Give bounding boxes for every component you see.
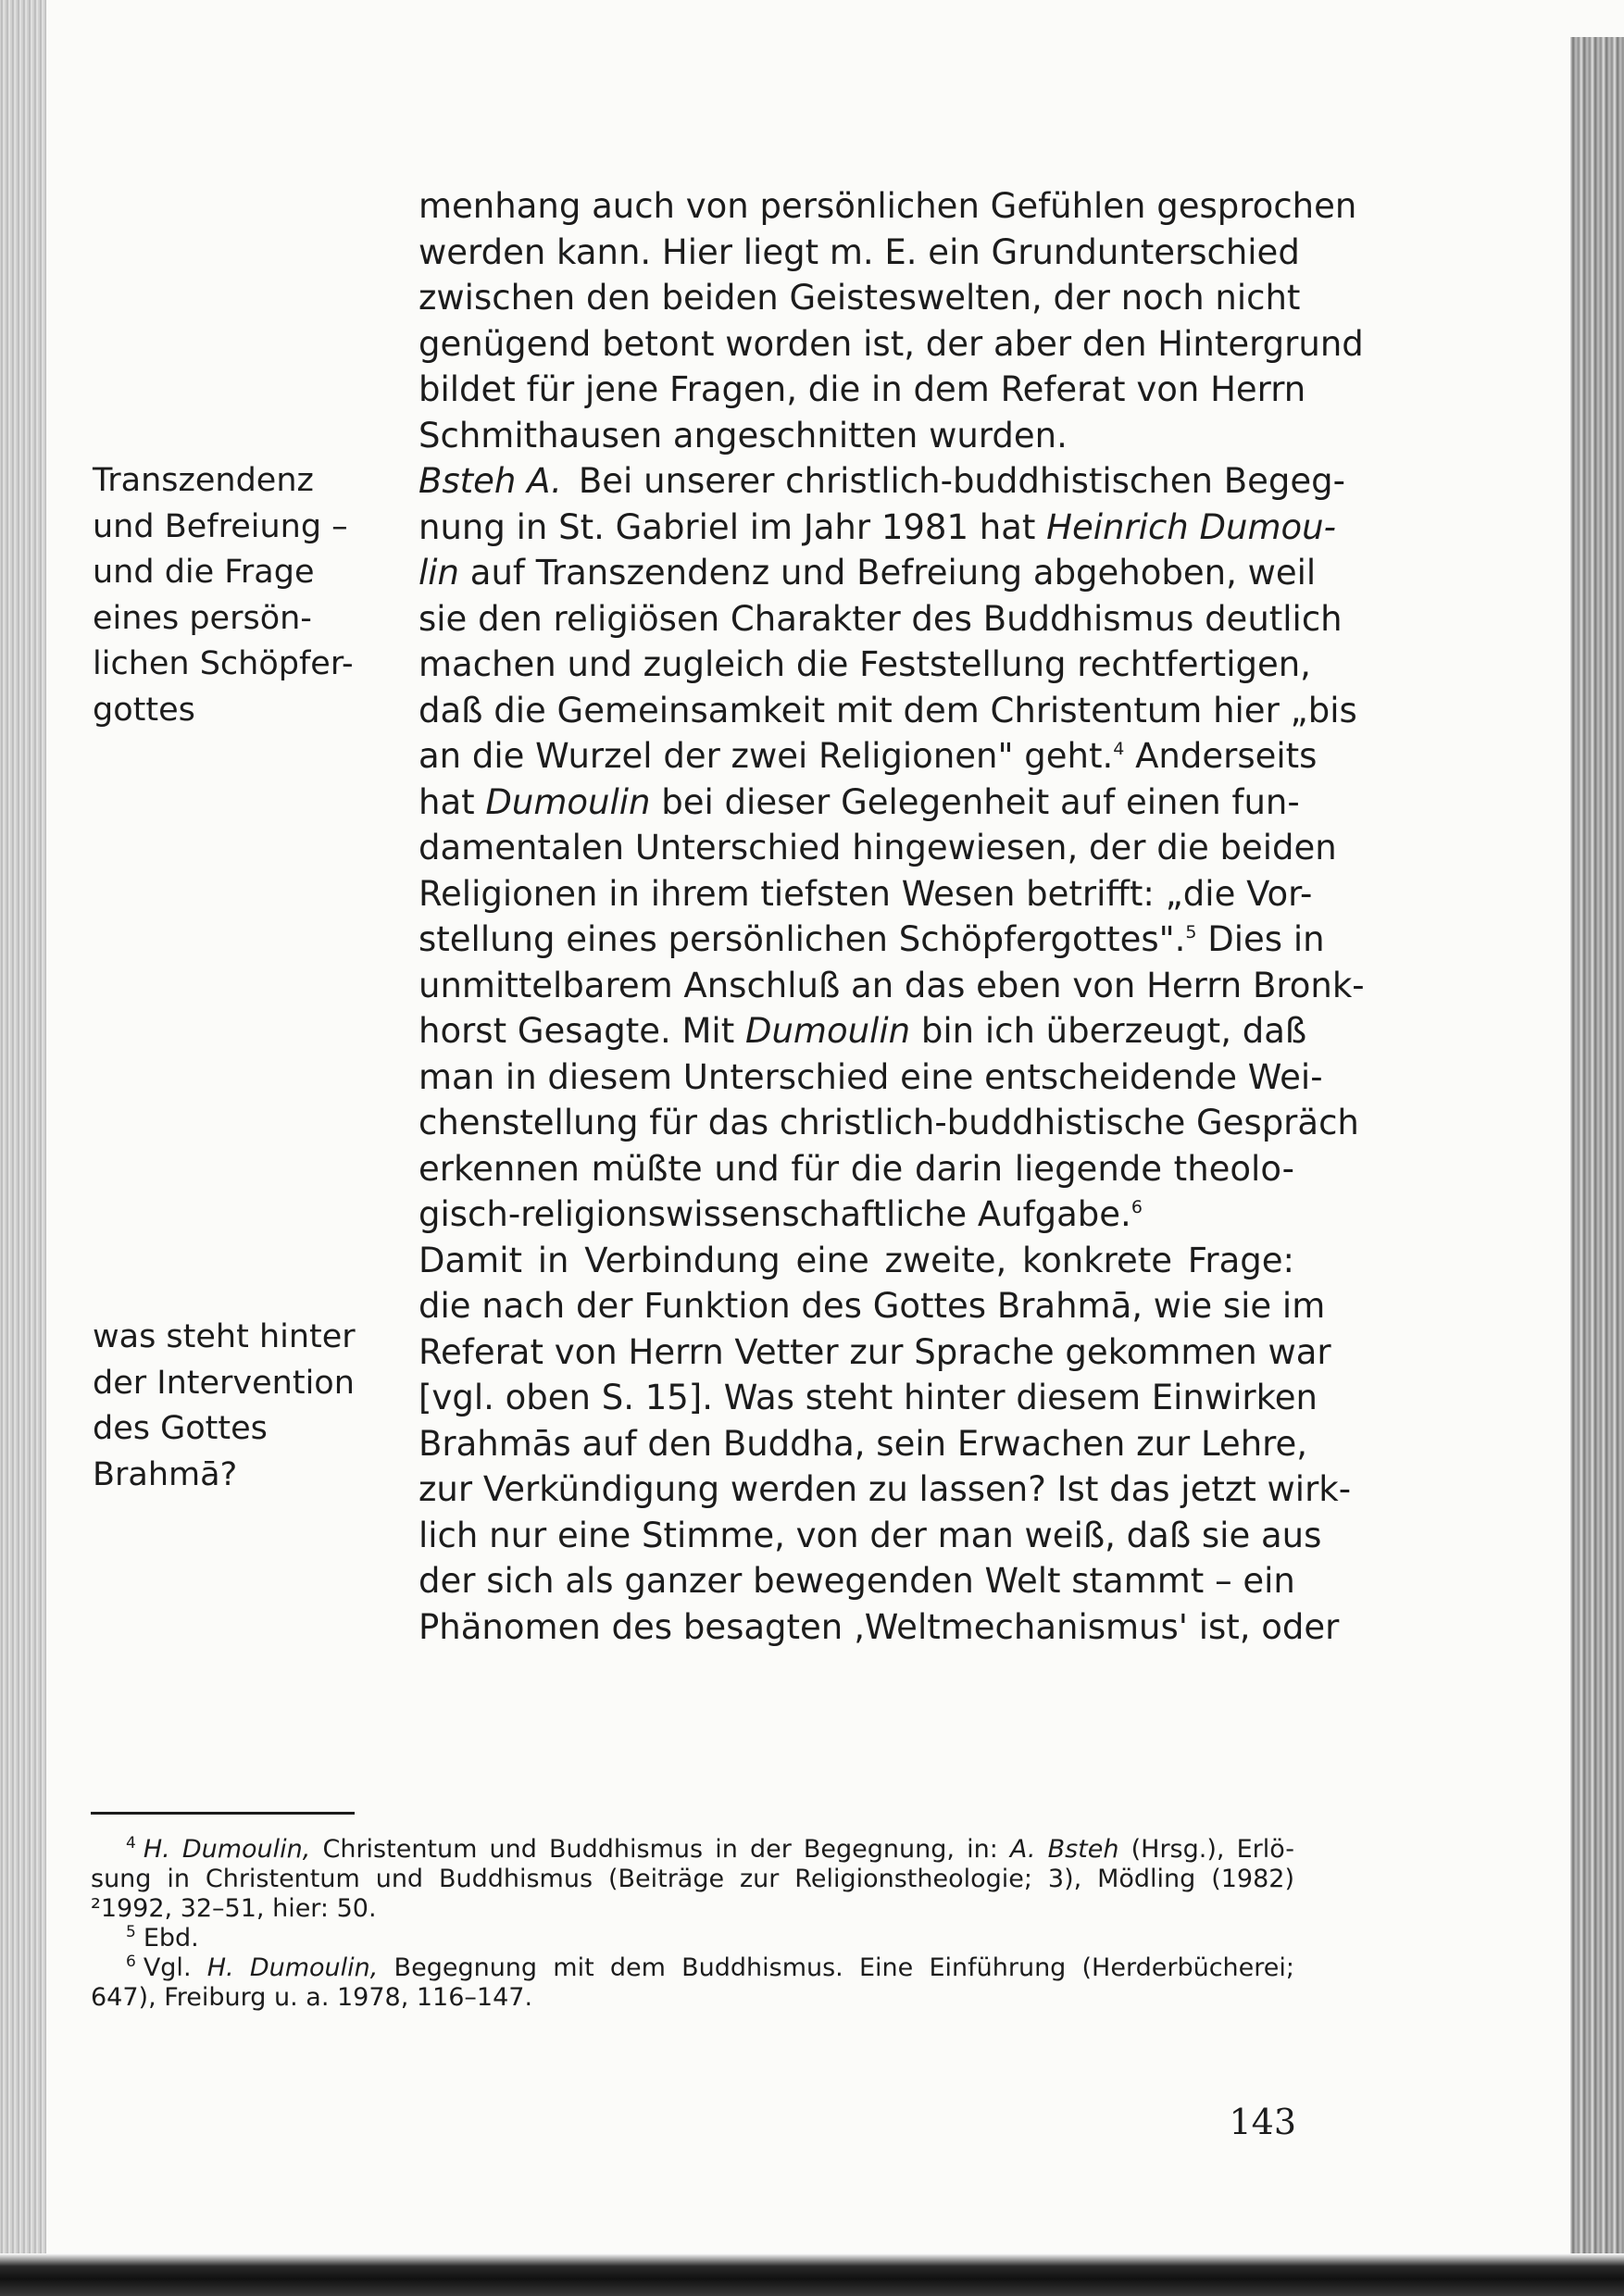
footnotes bbox=[91, 1835, 1294, 2013]
text-line: genügend betont worden ist, der aber den Hintergrund bbox=[418, 323, 1364, 364]
text-line bbox=[418, 458, 1345, 505]
author-name: lin bbox=[418, 553, 460, 593]
margin-note-line: Brahmā? bbox=[93, 1455, 238, 1493]
text-line bbox=[418, 1008, 1307, 1054]
text-line: sie den religiösen Charakter des Buddhismus deutlich bbox=[418, 598, 1343, 639]
text-segment: Christentum und Buddhismus in der Begegnung, in: bbox=[310, 1835, 1010, 1864]
footnote-number: 5 bbox=[126, 1923, 136, 1941]
text-segment: bin ich überzeugt, daß bbox=[910, 1011, 1307, 1051]
footnote-5 bbox=[91, 1924, 1294, 1953]
text-line bbox=[418, 733, 1318, 780]
text-line: daß die Gemeinsamkeit mit dem Christentum hier „bis bbox=[418, 690, 1357, 730]
text-line bbox=[418, 780, 1300, 826]
margin-note-line: und Befreiung – bbox=[93, 507, 348, 545]
margin-note-brahma bbox=[93, 1315, 370, 1498]
main-text bbox=[418, 183, 1365, 1650]
author-name: H. Dumoulin, bbox=[143, 1835, 311, 1864]
text-segment: Begegnung mit dem Buddhismus. Eine Einführung (Herderbücherei; bbox=[378, 1953, 1294, 1982]
text-segment: (Hrsg.), Erlö- bbox=[1118, 1835, 1294, 1864]
scan-shadow-bottom bbox=[0, 2253, 1624, 2296]
text-line: Religionen in ihrem tiefsten Wesen betrifft: „die Vor- bbox=[418, 873, 1313, 914]
footnote-ref[interactable]: 4 bbox=[1113, 739, 1125, 759]
footnote-line: ²1992, 32–51, hier: 50. bbox=[91, 1894, 377, 1923]
footnote-4 bbox=[91, 1835, 1294, 1865]
text-line: lich nur eine Stimme, von der man weiß, daß sie aus bbox=[418, 1515, 1322, 1555]
text-segment: Ebd. bbox=[143, 1924, 199, 1953]
margin-note-line: der Intervention bbox=[93, 1364, 355, 1402]
text-line: unmittelbarem Anschluß an das eben von Herrn Bronk- bbox=[418, 965, 1365, 1005]
text-line: zur Verkündigung werden zu lassen? Ist das jetzt wirk- bbox=[418, 1469, 1352, 1509]
scan-shadow-left bbox=[0, 0, 46, 2296]
text-line: der sich als ganzer bewegenden Welt stammt – ein bbox=[418, 1561, 1295, 1601]
text-segment: an die Wurzel der zwei Religionen" geht. bbox=[418, 736, 1114, 776]
margin-note-line: eines persön- bbox=[93, 599, 312, 637]
footnote-line: 647), Freiburg u. a. 1978, 116–147. bbox=[91, 1983, 533, 2012]
text-segment: stellung eines persönlichen Schöpfergottes". bbox=[418, 919, 1186, 959]
footnote-6 bbox=[91, 1953, 1294, 1983]
margin-note-transzendenz bbox=[93, 458, 370, 733]
text-segment: auf Transzendenz und Befreiung abgehoben, weil bbox=[459, 553, 1317, 593]
text-line: Schmithausen angeschnitten wurden. bbox=[418, 415, 1068, 455]
author-name: A. Bsteh bbox=[1009, 1835, 1119, 1864]
author-name: Dumoulin bbox=[744, 1011, 911, 1051]
footnote-number: 4 bbox=[126, 1834, 136, 1853]
scan-shadow-right bbox=[1570, 37, 1624, 2277]
text-line bbox=[418, 1192, 1294, 1238]
text-line bbox=[418, 505, 1336, 551]
text-line: chenstellung für das christlich-buddhistische Gespräch bbox=[418, 1103, 1359, 1142]
speaker-name: Bsteh A. bbox=[418, 461, 562, 501]
author-name: H. Dumoulin, bbox=[206, 1953, 379, 1982]
margin-note-line: gottes bbox=[93, 691, 195, 729]
footnote-number: 6 bbox=[126, 1953, 136, 1971]
text-segment: Bei unserer christlich-buddhistischen Begeg- bbox=[578, 461, 1345, 501]
text-segment: horst Gesagte. Mit bbox=[418, 1011, 745, 1051]
text-line: Referat von Herrn Vetter zur Sprache gekommen war bbox=[418, 1331, 1331, 1372]
text-line: erkennen müßte und für die darin liegende theolo- bbox=[418, 1148, 1294, 1189]
author-name: Heinrich Dumou- bbox=[1046, 506, 1336, 547]
text-line: machen und zugleich die Feststellung rechtfertigen, bbox=[418, 644, 1311, 684]
margin-note-line: Transzendenz bbox=[93, 462, 314, 499]
margin-note-line: lichen Schöpfer- bbox=[93, 645, 354, 682]
text-segment: Vgl. bbox=[143, 1953, 207, 1982]
text-line: die nach der Funktion des Gottes Brahmā, wie sie im bbox=[418, 1286, 1326, 1326]
margin-note-line: was steht hinter bbox=[93, 1318, 356, 1355]
text-segment: hat bbox=[418, 781, 486, 822]
text-line: Damit in Verbindung eine zweite, konkrete Frage: bbox=[418, 1240, 1294, 1280]
footnote-separator bbox=[91, 1812, 355, 1815]
text-segment: bei dieser Gelegenheit auf einen fun- bbox=[650, 781, 1300, 822]
text-line: werden kann. Hier liegt m. E. ein Grundunterschied bbox=[418, 231, 1300, 272]
text-line: bildet für jene Fragen, die in dem Referat von Herrn bbox=[418, 369, 1306, 409]
footnote-ref[interactable]: 5 bbox=[1185, 922, 1197, 942]
text-line: zwischen den beiden Geisteswelten, der noch nicht bbox=[418, 278, 1301, 318]
text-line: man in diesem Unterschied eine entscheidende Wei- bbox=[418, 1056, 1323, 1097]
text-segment: gisch-religionswissenschaftliche Aufgabe. bbox=[418, 1194, 1131, 1234]
footnote-ref[interactable]: 6 bbox=[1131, 1197, 1143, 1217]
footnote-line: sung in Christentum und Buddhismus (Beiträge zur Religionstheologie; 3), Mödling (1982) bbox=[91, 1865, 1294, 1893]
margin-note-line: des Gottes bbox=[93, 1410, 268, 1447]
margin-note-line: und die Frage bbox=[93, 554, 315, 591]
text-segment: nung in St. Gabriel im Jahr 1981 hat bbox=[418, 506, 1047, 547]
text-segment: Anderseits bbox=[1124, 736, 1318, 776]
author-name: Dumoulin bbox=[485, 781, 651, 822]
text-line: menhang auch von persönlichen Gefühlen gesprochen bbox=[418, 186, 1357, 226]
text-segment: Dies in bbox=[1196, 919, 1325, 959]
text-line: Phänomen des besagten ‚Weltmechanismus' ist, oder bbox=[418, 1606, 1340, 1647]
text-line: [vgl. oben S. 15]. Was steht hinter diesem Einwirken bbox=[418, 1378, 1318, 1417]
page-number: 143 bbox=[1229, 2102, 1296, 2142]
text-line: Brahmās auf den Buddha, sein Erwachen zur Lehre, bbox=[418, 1423, 1308, 1464]
text-line: damentalen Unterschied hingewiesen, der die beiden bbox=[418, 828, 1337, 867]
text-line bbox=[418, 917, 1325, 963]
text-line bbox=[418, 550, 1317, 596]
